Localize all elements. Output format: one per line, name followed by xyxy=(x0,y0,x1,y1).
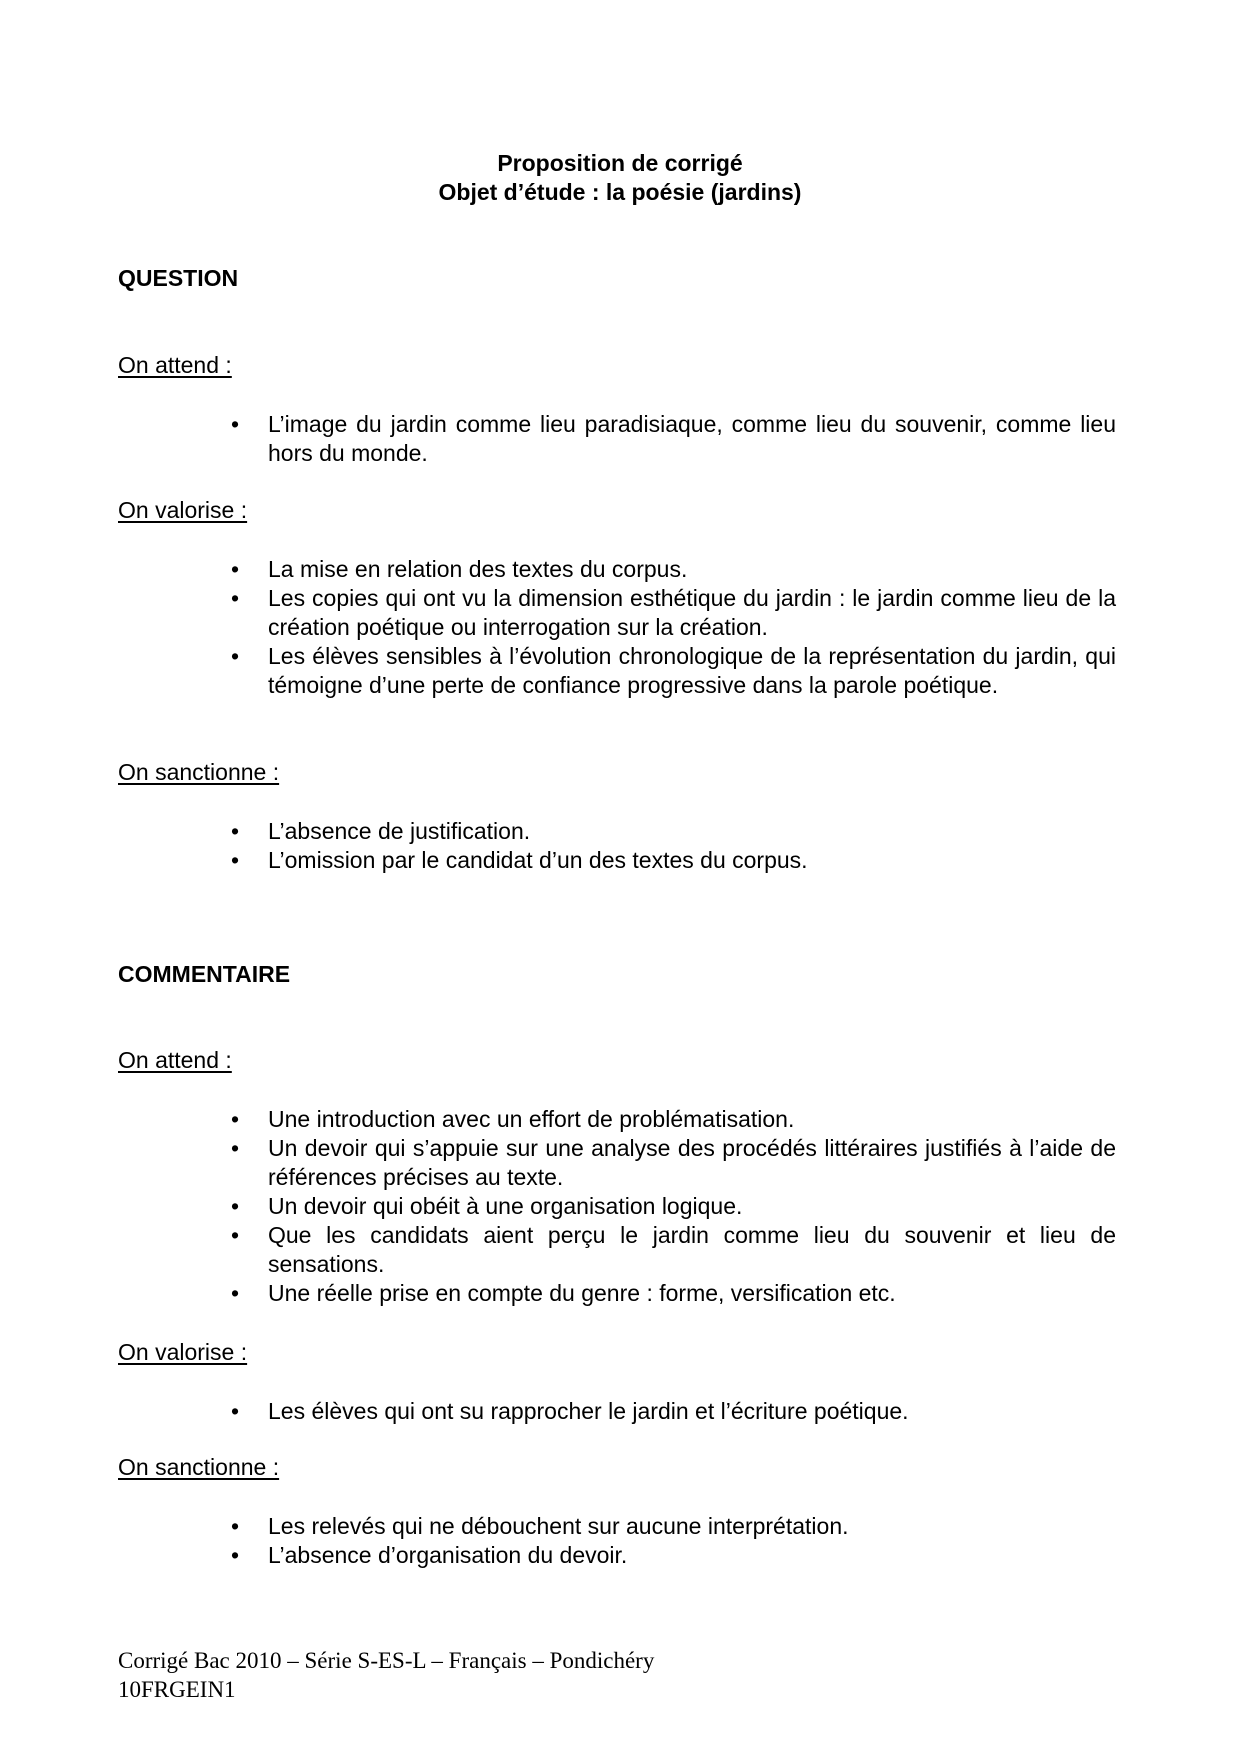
commentaire-attend-label: On attend : xyxy=(118,1047,232,1073)
list-item: • L’image du jardin comme lieu paradisiaque, comme lieu du souvenir, comme lieu hors du monde. xyxy=(268,410,1116,468)
document-subtitle: Objet d’étude : la poésie (jardins) xyxy=(438,179,802,205)
question-valorise-label: On valorise : xyxy=(118,497,248,523)
question-sanctionne-list xyxy=(0,817,1116,875)
commentaire-sanctionne-label: On sanctionne : xyxy=(118,1454,280,1480)
question-attend-label: On attend : xyxy=(118,352,232,378)
list-item: • Les élèves qui ont su rapprocher le jardin et l’écriture poétique. xyxy=(268,1397,1116,1426)
list-item: • Un devoir qui s’appuie sur une analyse des procédés littéraires justifiés à l’aide de références précises au texte. xyxy=(268,1134,1116,1192)
list-item: • Un devoir qui obéit à une organisation logique. xyxy=(268,1192,1116,1221)
document-title: Proposition de corrigé xyxy=(497,150,743,176)
list-item: • L’omission par le candidat d’un des textes du corpus. xyxy=(268,846,1116,875)
list-item: • La mise en relation des textes du corpus. xyxy=(268,555,1116,584)
list-item: • Que les candidats aient perçu le jardin comme lieu du souvenir et lieu de sensations. xyxy=(268,1221,1116,1279)
section-heading-question: QUESTION xyxy=(118,265,239,291)
list-item: • Les élèves sensibles à l’évolution chronologique de la représentation du jardin, qui témoigne d’une perte de confiance progressive dans la parole poétique. xyxy=(268,642,1116,700)
footer-line-2: 10FRGEIN1 xyxy=(118,1677,236,1702)
commentaire-sanctionne-list xyxy=(0,1512,1116,1570)
question-valorise-list xyxy=(0,555,1116,700)
list-item: • L’absence de justification. xyxy=(268,817,1116,846)
question-attend-list xyxy=(0,410,1116,468)
list-item: • Les copies qui ont vu la dimension esthétique du jardin : le jardin comme lieu de la création poétique ou interrogation sur la création. xyxy=(268,584,1116,642)
section-heading-commentaire: COMMENTAIRE xyxy=(118,961,291,987)
commentaire-attend-list xyxy=(0,1105,1116,1308)
footer-line-1: Corrigé Bac 2010 – Série S-ES-L – Français – Pondichéry xyxy=(118,1648,655,1673)
list-item: • Une réelle prise en compte du genre : forme, versification etc. xyxy=(268,1279,1116,1308)
question-sanctionne-label: On sanctionne : xyxy=(118,759,280,785)
commentaire-valorise-label: On valorise : xyxy=(118,1339,248,1365)
commentaire-valorise-list xyxy=(0,1397,1116,1426)
list-item: • Une introduction avec un effort de problématisation. xyxy=(268,1105,1116,1134)
list-item: • Les relevés qui ne débouchent sur aucune interprétation. xyxy=(268,1512,1116,1541)
list-item: • L’absence d’organisation du devoir. xyxy=(268,1541,1116,1570)
